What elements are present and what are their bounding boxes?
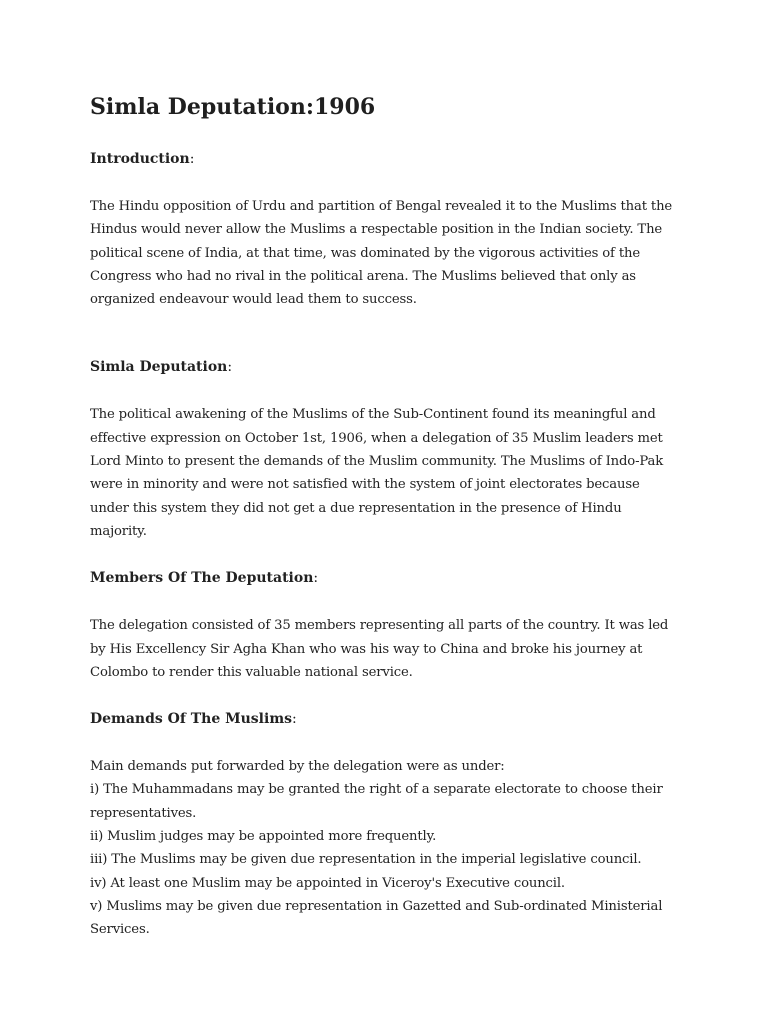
- heading-colon: :: [292, 711, 297, 728]
- section-body-simla-deputation: The political awakening of the Muslims of the Sub-Continent found its meaningful and effective expression on October 1st, 1906, when a delegation of 35 Muslim leaders met Lord Minto to present the demands of the Muslim community. The Muslims of Indo-Pak were in minority and were not satisfied with the system of joint electorates because under this system they did not get a due representation in the presence of Hindu majority.: [90, 407, 664, 539]
- section-heading-demands: [90, 708, 680, 731]
- section-heading-members: [90, 567, 680, 590]
- heading-text: Introduction: [90, 151, 190, 167]
- section-heading-simla-deputation: [90, 356, 680, 379]
- demand-item: ii) Muslim judges may be appointed more frequently.: [90, 829, 437, 845]
- heading-text: Simla Deputation: [90, 359, 228, 376]
- document-page: [90, 92, 680, 942]
- heading-text: Members Of The Deputation: [90, 570, 314, 587]
- heading-colon: :: [189, 151, 195, 167]
- heading-colon: :: [227, 359, 233, 376]
- demand-item: i) The Muhammadans may be granted the right of a separate electorate to choose their representatives.: [90, 782, 663, 821]
- heading-colon: :: [313, 570, 319, 587]
- section-body-members: The delegation consisted of 35 members representing all parts of the country. It was led by His Excellency Sir Agha Khan who was his way to China and broke his journey at Colombo to render this valuable national service.: [90, 618, 669, 680]
- heading-text: Demands Of The Muslims: [90, 711, 293, 728]
- demand-item: iv) At least one Muslim may be appointed in Viceroy's Executive council.: [90, 875, 565, 891]
- section-body-introduction: The Hindu opposition of Urdu and partition of Bengal revealed it to the Muslims that the Hindus would never allow the Muslims a respectable position in the Indian society. The political scene of India, at that time, was dominated by the vigorous activities of the Congress who had no rival in the political arena. The Muslims believed that only as organized endeavour would lead them to success.: [90, 199, 673, 308]
- section-body-demands: [90, 755, 680, 941]
- demand-item: iii) The Muslims may be given due representation in the imperial legislative council.: [90, 852, 642, 868]
- demand-item: v) Muslims may be given due representation in Gazetted and Sub-ordinated Ministerial Services.: [90, 898, 663, 938]
- section-heading-introduction: [90, 148, 680, 171]
- document-title: Simla Deputation:1906: [90, 94, 376, 120]
- demands-intro: Main demands put forwarded by the delegation were as under:: [90, 759, 505, 775]
